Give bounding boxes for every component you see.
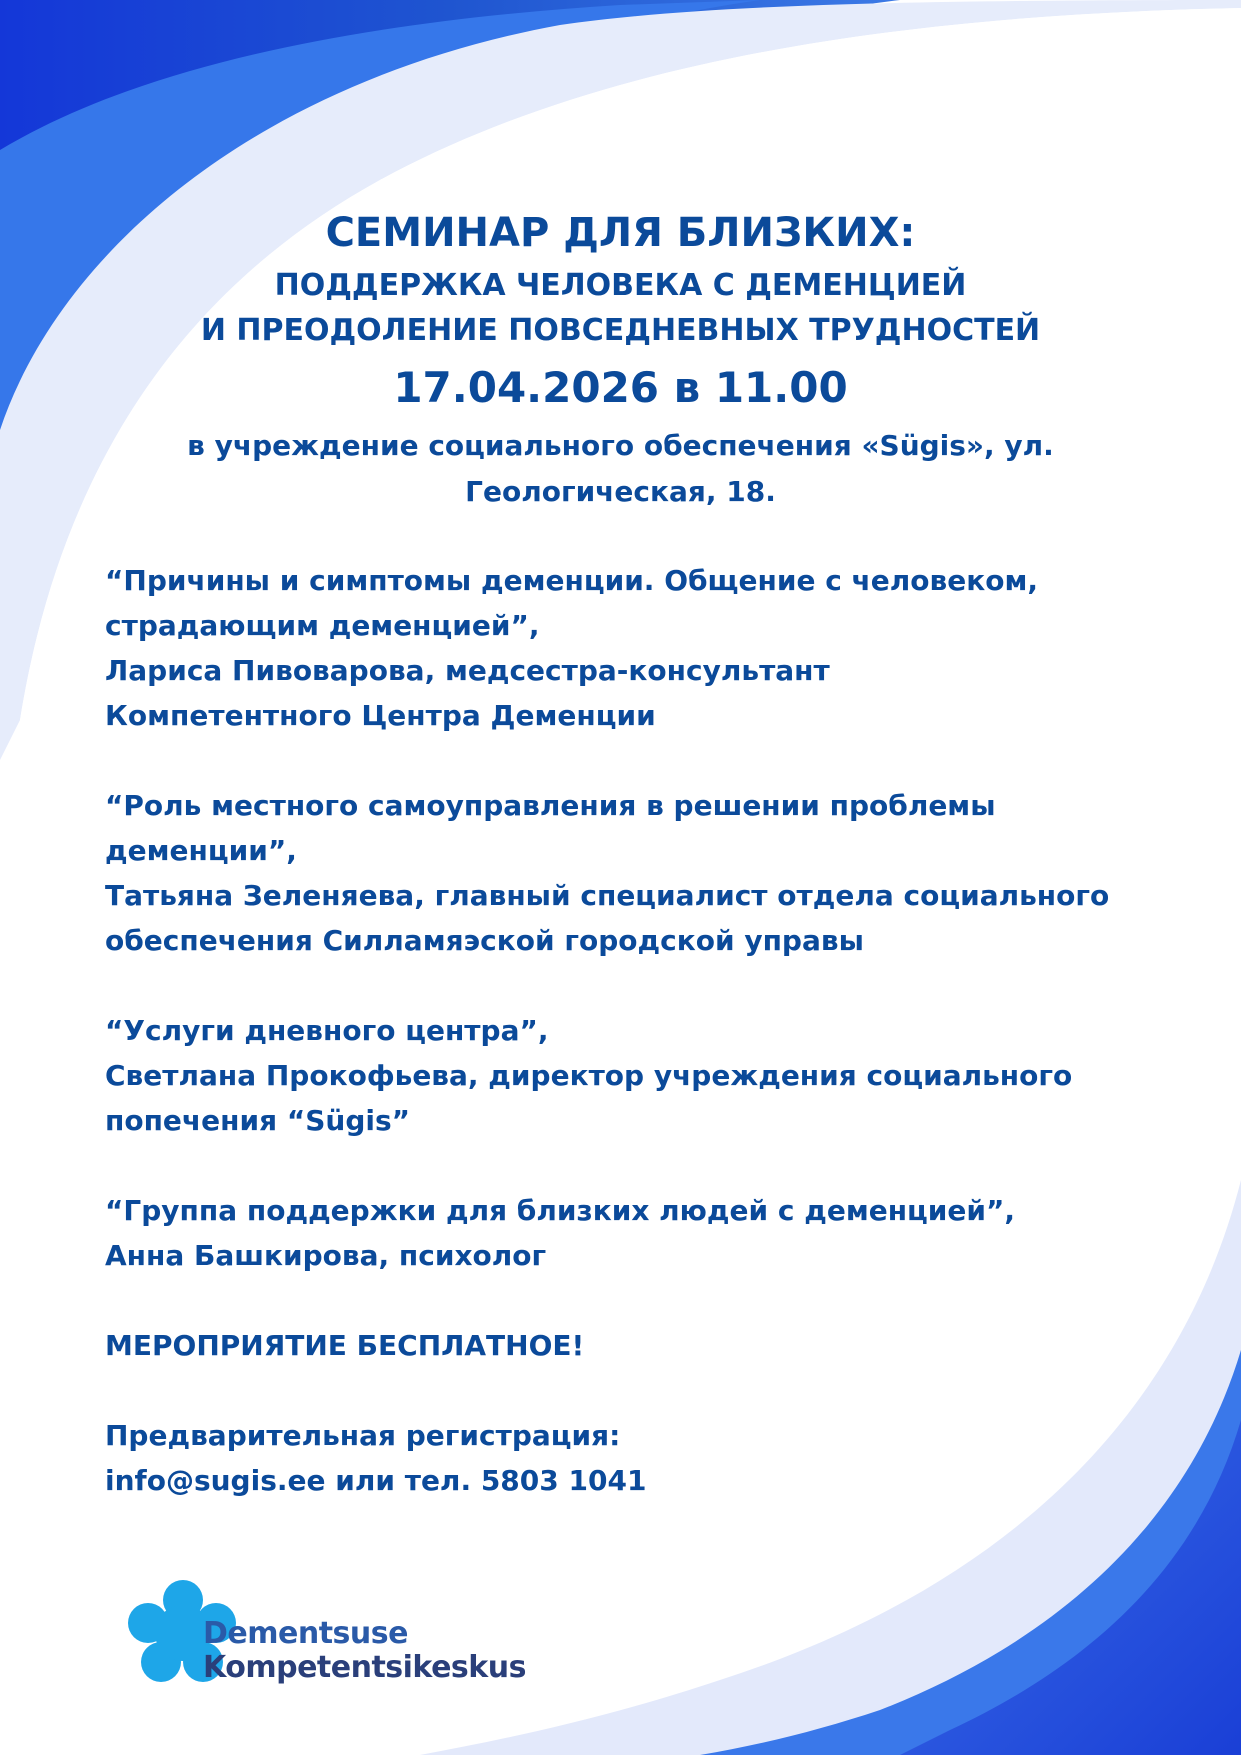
logo-text-line2: Kompetentsikeskus bbox=[203, 1650, 526, 1685]
registration-block bbox=[105, 1413, 1135, 1503]
talk-topic: “Причины и симптомы деменции. Общение с человеком, страдающим деменцией”, bbox=[105, 564, 1038, 642]
poster-subtitle-line1: ПОДДЕРЖКА ЧЕЛОВЕКА С ДЕМЕНЦИЕЙ bbox=[274, 268, 967, 303]
talk-item bbox=[105, 1008, 1135, 1143]
registration-contact[interactable]: info@sugis.ee или тел. 5803 1041 bbox=[105, 1464, 647, 1497]
program-list bbox=[105, 558, 1135, 1548]
talk-topic: “Роль местного самоуправления в решении проблемы деменции”, bbox=[105, 789, 996, 867]
registration-label: Предварительная регистрация: bbox=[105, 1419, 621, 1452]
poster-title: СЕМИНАР ДЛЯ БЛИЗКИХ: bbox=[325, 210, 916, 256]
talk-item bbox=[105, 1188, 1135, 1278]
talk-speaker: Татьяна Зеленяева, главный специалист отдела социального обеспечения Силламяэской городской управы bbox=[105, 879, 1110, 957]
talk-item bbox=[105, 783, 1135, 963]
poster-subtitle-line2: И ПРЕОДОЛЕНИЕ ПОВСЕДНЕВНЫХ ТРУДНОСТЕЙ bbox=[200, 313, 1041, 348]
talk-item bbox=[105, 558, 1135, 738]
talk-topic: “Группа поддержки для близких людей с деменцией”, bbox=[105, 1194, 1016, 1227]
free-notice bbox=[105, 1323, 1135, 1368]
talk-speaker-affiliation: Компетентного Центра Деменции bbox=[105, 699, 656, 732]
free-notice-text: МЕРОПРИЯТИЕ БЕСПЛАТНОЕ! bbox=[105, 1329, 585, 1362]
talk-speaker: Анна Башкирова, психолог bbox=[105, 1239, 547, 1272]
talk-speaker: Светлана Прокофьева, директор учреждения социального попечения “Sügis” bbox=[105, 1059, 1073, 1137]
dementia-center-logo bbox=[128, 1578, 548, 1698]
talk-speaker: Лариса Пивоварова, медсестра-консультант bbox=[105, 654, 830, 687]
event-location: в учреждение социального обеспечения «Sügis», ул. Геологическая, 18. bbox=[187, 429, 1054, 508]
talk-topic: “Услуги дневного центра”, bbox=[105, 1014, 549, 1047]
event-datetime: 17.04.2026 в 11.00 bbox=[393, 363, 848, 412]
logo-text-line1: Dementsuse bbox=[203, 1616, 408, 1651]
